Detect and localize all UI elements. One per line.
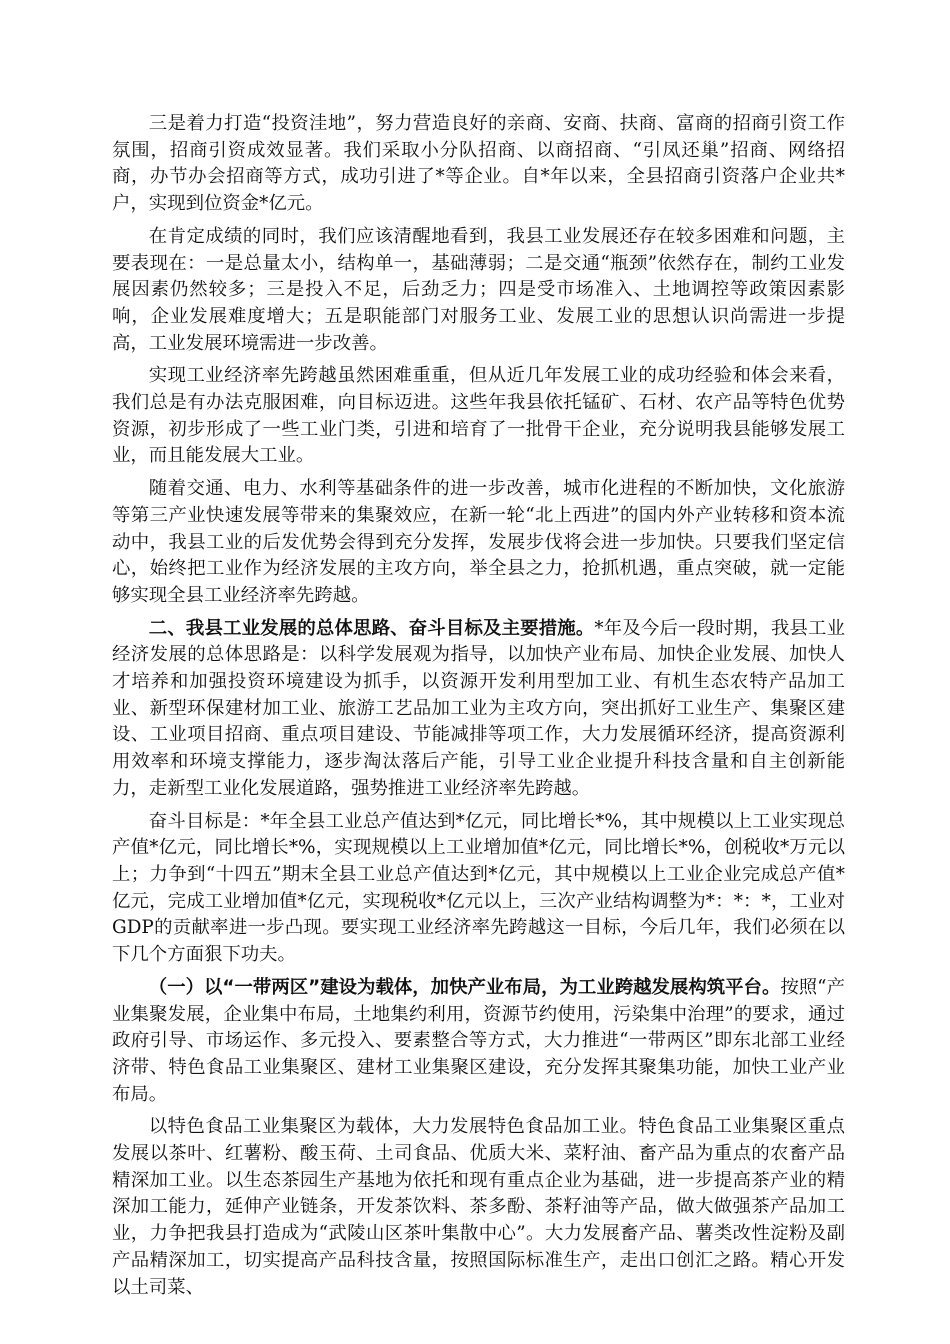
paragraph-section-two bbox=[112, 616, 845, 803]
paragraph-body: *年及今后一段时期，我县工业经济发展的总体思路是：以科学发展观为指导，以加快产业布局、加快企业发展、加快人才培养和加强投资环境建设为抓手，以资源开发利用型加工业、有机生态农特产品加工业、新型环保建材加工业、旅游工艺品加工业为主攻方向，突出抓好工业生产、集聚区建设、工业项目招商、重点项目建设、节能减排等项工作，大力发展循环经济，提高资源利用效率和环境支撑能力，逐步淘汰落后产能，引导工业企业提升科技含量和自主创新能力，走新型工业化发展道路，强势推进工业经济率先跨越。 bbox=[112, 617, 845, 799]
paragraph-body: 实现工业经济率先跨越虽然困难重重，但从近几年发展工业的成功经验和体会来看，我们总是有办法克服困难，向目标迈进。这些年我县依托锰矿、石材、农产品等特色优势资源，初步形成了一些工业门类，引进和培育了一批骨干企业，充分说明我县能够发展工业，而且能发展大工业。 bbox=[112, 365, 845, 467]
paragraph-subsection-one bbox=[112, 975, 845, 1109]
document-page bbox=[112, 111, 845, 1307]
paragraph-body: 按照“产业集聚发展，企业集中布局，土地集约利用，资源节约使用，污染集中治理”的要求，通过政府引导、市场运作、多元投入、要素整合等方式，大力推进“一带两区”即东北部工业经济带、特色食品工业集聚区、建材工业集聚区建设，充分发挥其聚集功能，加快工业产业布局。 bbox=[112, 976, 845, 1105]
paragraph-advantages bbox=[112, 476, 845, 610]
paragraph-food-industry bbox=[112, 1114, 845, 1301]
paragraph-problems bbox=[112, 224, 845, 358]
paragraph-investment bbox=[112, 111, 845, 218]
paragraph-body: 在肯定成绩的同时，我们应该清醒地看到，我县工业发展还存在较多困难和问题，主要表现在：一是总量太小，结构单一，基础薄弱；二是交通“瓶颈”依然存在，制约工业发展因素仍然较多；三是投入不足，后劲乏力；四是受市场准入、土地调控等政策因素影响，企业发展难度增大；五是职能部门对服务工业、发展工业的思想认识尚需进一步提高，工业发展环境需进一步改善。 bbox=[112, 225, 845, 354]
paragraph-body: 三是着力打造“投资洼地”，努力营造良好的亲商、安商、扶商、富商的招商引资工作氛围，招商引资成效显著。我们采取小分队招商、以商招商、“引凤还巢”招商、网络招商，办节办会招商等方式，成功引进了*等企业。自*年以来，全县招商引资落户企业共*户，实现到位资金*亿元。 bbox=[112, 113, 845, 215]
subsection-heading: （一）以“一带两区”建设为载体，加快产业布局，为工业跨越发展构筑平台。 bbox=[148, 976, 781, 998]
paragraph-goals bbox=[112, 809, 845, 969]
paragraph-body: 随着交通、电力、水利等基础条件的进一步改善，城市化进程的不断加快，文化旅游等第三产业快速发展等带来的集聚效应，在新一轮“北上西进”的国内外产业转移和资本流动中，我县工业的后发优势会得到充分发挥，发展步伐将会进一步加快。只要我们坚定信心，始终把工业作为经济发展的主攻方向，举全县之力，抢抓机遇，重点突破，就一定能够实现全县工业经济率先跨越。 bbox=[112, 478, 845, 606]
paragraph-body: 奋斗目标是：*年全县工业总产值达到*亿元，同比增长*%，其中规模以上工业实现总产值*亿元，同比增长*%，实现规模以上工业增加值*亿元，同比增长*%，创税收*万元以上；力争到“十四五”期末全县工业总产值达到*亿元，其中规模以上工业企业完成总产值*亿元，完成工业增加值*亿元，实现税收*亿元以上，三次产业结构调整为*：*：*，工业对GDP的贡献率进一步凸现。要实现工业经济率先跨越这一目标，今后几年，我们必须在以下几个方面狠下功夫。 bbox=[112, 810, 845, 966]
section-heading: 二、我县工业发展的总体思路、奋斗目标及主要措施。 bbox=[148, 617, 595, 639]
paragraph-experience bbox=[112, 363, 845, 470]
paragraph-body: 以特色食品工业集聚区为载体，大力发展特色食品加工业。特色食品工业集聚区重点发展以茶叶、红薯粉、酸玉荷、土司食品、优质大米、菜籽油、畜产品为重点的农畜产品精深加工业。以生态茶园生产基地为依托和现有重点企业为基础，进一步提高茶产业的精深加工能力，延伸产业链条，开发茶饮料、茶多酚、茶籽油等产品，做大做强茶产品加工业，力争把我县打造成为“武陵山区茶叶集散中心”。大力发展畜产品、薯类改性淀粉及副产品精深加工，切实提高产品科技含量，按照国际标准生产，走出口创汇之路。精心开发以土司菜、 bbox=[112, 1116, 845, 1298]
